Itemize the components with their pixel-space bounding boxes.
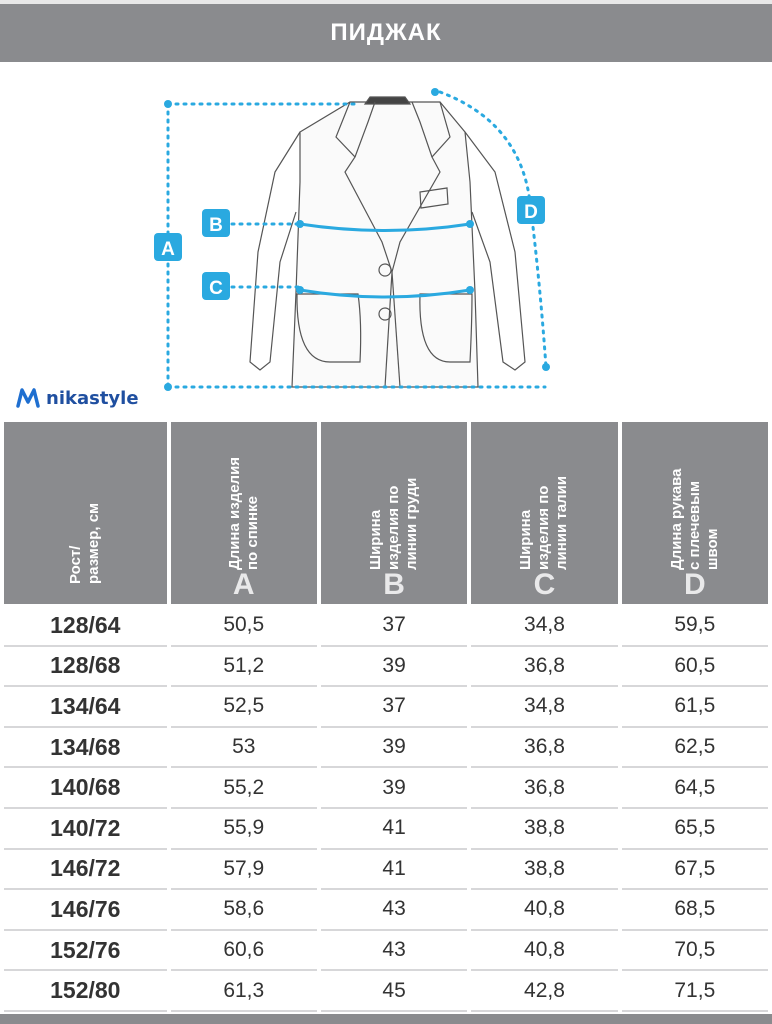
row-value-cell: 50,5 bbox=[171, 606, 317, 647]
footer-bar bbox=[0, 1014, 772, 1024]
marker-c bbox=[202, 272, 230, 300]
row-value-cell: 41 bbox=[321, 809, 467, 850]
header-label: Длина рукава с плечевым швом bbox=[667, 468, 721, 570]
table-row bbox=[4, 971, 768, 1012]
row-size-cell: 146/72 bbox=[4, 850, 167, 891]
marker-b bbox=[202, 209, 230, 237]
row-value-cell: 34,8 bbox=[471, 687, 617, 728]
row-value-cell: 55,9 bbox=[171, 809, 317, 850]
table-row bbox=[4, 647, 768, 688]
row-size-cell: 152/80 bbox=[4, 971, 167, 1012]
row-value-cell: 61,5 bbox=[622, 687, 768, 728]
row-size-cell: 140/72 bbox=[4, 809, 167, 850]
row-value-cell: 43 bbox=[321, 890, 467, 931]
row-value-cell: 64,5 bbox=[622, 768, 768, 809]
jacket-diagram bbox=[0, 62, 772, 422]
marker-d-label: D bbox=[524, 202, 538, 223]
row-value-cell: 51,2 bbox=[171, 647, 317, 688]
title-bar bbox=[0, 0, 772, 62]
row-value-cell: 43 bbox=[321, 931, 467, 972]
header-letter: D bbox=[683, 568, 706, 601]
row-value-cell: 41 bbox=[321, 850, 467, 891]
header-cell-a bbox=[171, 422, 317, 606]
row-value-cell: 61,3 bbox=[171, 971, 317, 1012]
row-value-cell: 37 bbox=[321, 687, 467, 728]
table-header-row bbox=[4, 422, 768, 606]
header-label: Ширина изделия по линии груди bbox=[367, 477, 421, 570]
marker-c-label: C bbox=[209, 278, 223, 299]
row-value-cell: 58,6 bbox=[171, 890, 317, 931]
header-label: Длина изделия по спинке bbox=[225, 456, 261, 570]
row-value-cell: 39 bbox=[321, 768, 467, 809]
row-value-cell: 60,6 bbox=[171, 931, 317, 972]
row-value-cell: 36,8 bbox=[471, 728, 617, 769]
header-label: Ширина изделия по линии талии bbox=[517, 475, 571, 570]
table-row bbox=[4, 768, 768, 809]
row-value-cell: 52,5 bbox=[171, 687, 317, 728]
row-value-cell: 40,8 bbox=[471, 890, 617, 931]
row-value-cell: 55,2 bbox=[171, 768, 317, 809]
row-value-cell: 65,5 bbox=[622, 809, 768, 850]
header-letter: C bbox=[533, 568, 556, 601]
marker-d bbox=[517, 196, 545, 224]
jacket-illustration bbox=[250, 97, 525, 387]
table-row bbox=[4, 687, 768, 728]
row-value-cell: 68,5 bbox=[622, 890, 768, 931]
brand-name: nikastyle bbox=[46, 387, 139, 409]
row-value-cell: 70,5 bbox=[622, 931, 768, 972]
row-size-cell: 146/76 bbox=[4, 890, 167, 931]
row-value-cell: 62,5 bbox=[622, 728, 768, 769]
row-size-cell: 134/68 bbox=[4, 728, 167, 769]
row-value-cell: 40,8 bbox=[471, 931, 617, 972]
row-value-cell: 42,8 bbox=[471, 971, 617, 1012]
header-cell-b bbox=[321, 422, 467, 606]
table-row bbox=[4, 850, 768, 891]
table-row bbox=[4, 728, 768, 769]
table-row bbox=[4, 809, 768, 850]
size-table bbox=[0, 422, 772, 1012]
header-cell-size bbox=[4, 422, 167, 606]
row-size-cell: 140/68 bbox=[4, 768, 167, 809]
row-size-cell: 152/76 bbox=[4, 931, 167, 972]
page-title: ПИДЖАК bbox=[330, 19, 442, 46]
table-row bbox=[4, 890, 768, 931]
brand-mark-icon bbox=[16, 388, 40, 408]
table-row bbox=[4, 931, 768, 972]
row-value-cell: 39 bbox=[321, 647, 467, 688]
row-value-cell: 36,8 bbox=[471, 647, 617, 688]
header-cell-c bbox=[471, 422, 617, 606]
row-size-cell: 128/64 bbox=[4, 606, 167, 647]
row-size-cell: 128/68 bbox=[4, 647, 167, 688]
row-value-cell: 37 bbox=[321, 606, 467, 647]
row-value-cell: 34,8 bbox=[471, 606, 617, 647]
row-value-cell: 45 bbox=[321, 971, 467, 1012]
row-value-cell: 59,5 bbox=[622, 606, 768, 647]
header-letter: A bbox=[232, 568, 255, 601]
marker-a bbox=[154, 233, 182, 261]
row-value-cell: 71,5 bbox=[622, 971, 768, 1012]
row-value-cell: 36,8 bbox=[471, 768, 617, 809]
marker-b-label: B bbox=[209, 215, 223, 236]
brand-logo bbox=[16, 386, 139, 410]
row-value-cell: 38,8 bbox=[471, 850, 617, 891]
row-value-cell: 60,5 bbox=[622, 647, 768, 688]
row-value-cell: 39 bbox=[321, 728, 467, 769]
header-label: Рост/ размер, см bbox=[67, 502, 103, 584]
table-row bbox=[4, 606, 768, 647]
header-cell-d bbox=[622, 422, 768, 606]
row-value-cell: 38,8 bbox=[471, 809, 617, 850]
row-value-cell: 57,9 bbox=[171, 850, 317, 891]
row-size-cell: 134/64 bbox=[4, 687, 167, 728]
header-letter: B bbox=[383, 568, 405, 601]
row-value-cell: 53 bbox=[171, 728, 317, 769]
row-value-cell: 67,5 bbox=[622, 850, 768, 891]
marker-a-label: A bbox=[161, 239, 175, 260]
